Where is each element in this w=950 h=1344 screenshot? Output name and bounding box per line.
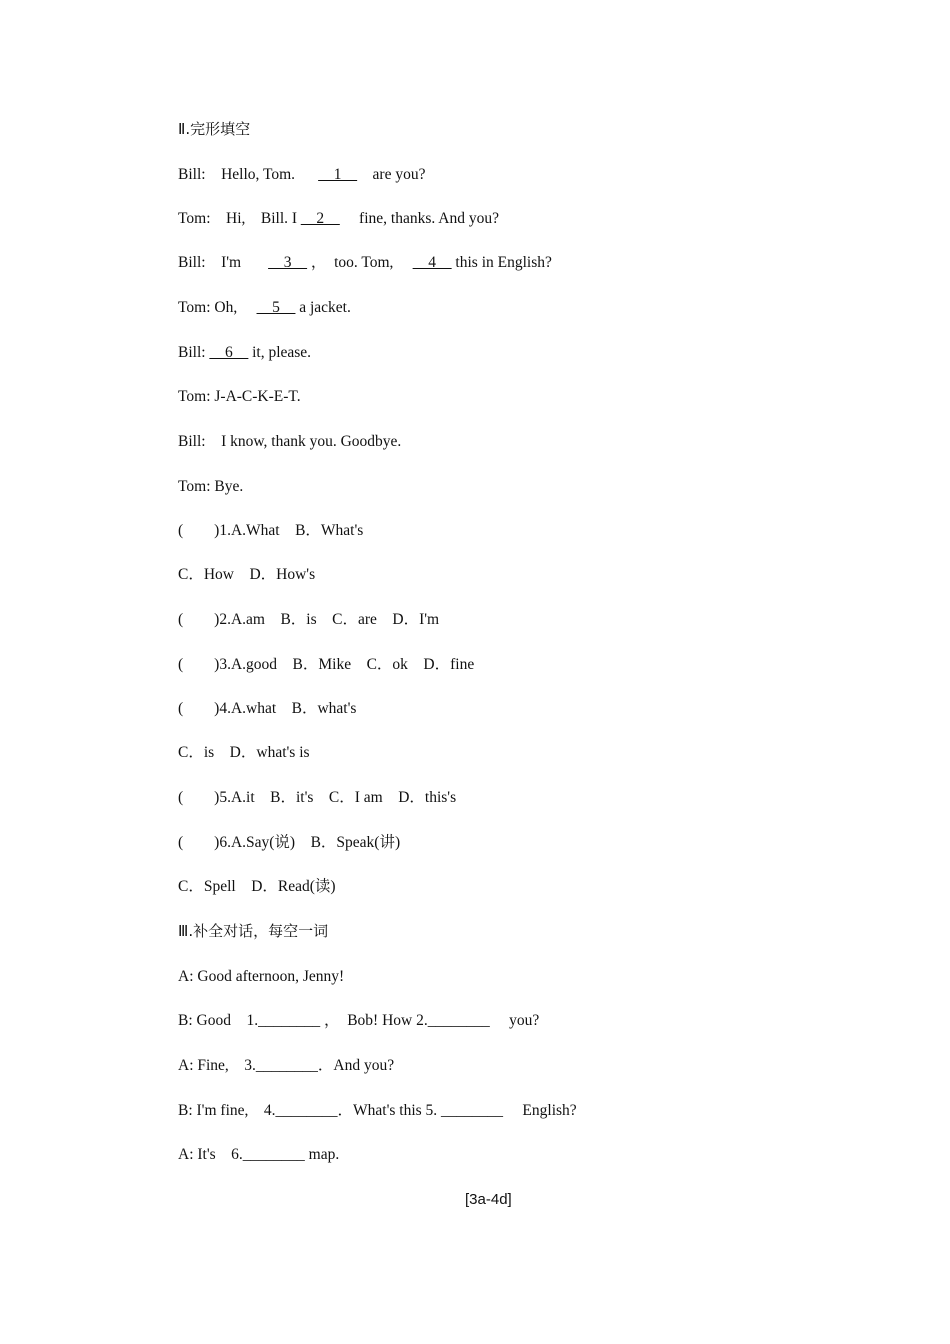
page-footer: [3a-4d] (465, 1191, 512, 1208)
dialogue-line-3: Bill: I'm __3__ ， too. Tom, __4__ this in English? (178, 254, 552, 271)
fill-line: A: Good afternoon, Jenny! (178, 968, 345, 985)
option-line: ( )1.A.What B．What's (178, 522, 364, 539)
section2-heading: Ⅱ.完形填空 (178, 120, 251, 138)
option-line: C．is D．what's is (178, 744, 310, 761)
option-line: ( )2.A.am B．is C．are D．I'm (178, 611, 440, 628)
section3-heading: Ⅲ.补全对话，每空一词 (178, 922, 329, 940)
dialogue-line-6: Tom: J-A-C-K-E-T. (178, 388, 301, 405)
option-line: ( )6.A.Say(说) B．Speak(讲) (178, 834, 401, 851)
option-line: ( )5.A.it B．it's C．I am D．this's (178, 789, 457, 806)
dialogue-line-1: Bill: Hello, Tom. __1__ are you? (178, 166, 426, 183)
dialogue-line-5: Bill: __6__ it, please. (178, 344, 312, 361)
option-line: ( )4.A.what B．what's (178, 700, 357, 717)
dialogue-line-4: Tom: Oh, __5__ a jacket. (178, 299, 351, 316)
dialogue-line-7: Bill: I know, thank you. Goodbye. (178, 433, 402, 450)
fill-line: B: Good 1.________ ， Bob! How 2.________ you? (178, 1012, 540, 1029)
dialogue-line-8: Tom: Bye. (178, 478, 244, 495)
option-line: C．Spell D．Read(读) (178, 878, 336, 895)
fill-line: A: It's 6.________ map. (178, 1146, 340, 1163)
fill-line: A: Fine, 3.________．And you? (178, 1057, 395, 1074)
option-line: C．How D．How's (178, 566, 316, 583)
option-line: ( )3.A.good B．Mike C．ok D．fine (178, 656, 475, 673)
fill-line: B: I'm fine, 4.________．What's this 5. ________ English? (178, 1102, 577, 1119)
dialogue-line-2: Tom: Hi, Bill. I __2__ fine, thanks. And you? (178, 210, 499, 227)
